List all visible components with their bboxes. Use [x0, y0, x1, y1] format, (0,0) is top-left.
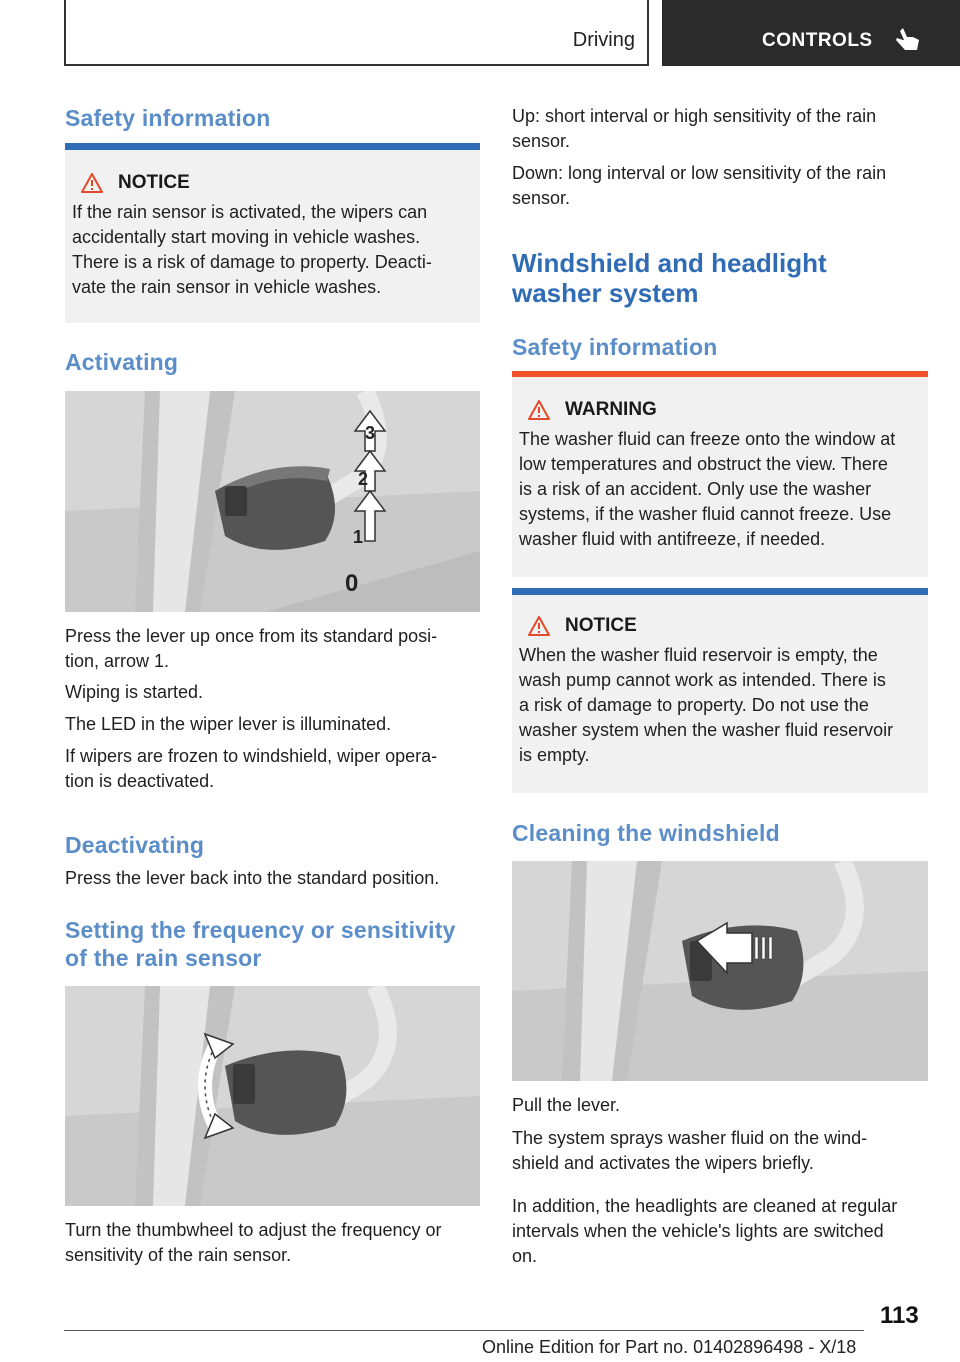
- chapter-tab-label: CONTROLS: [762, 30, 873, 51]
- down-text: [512, 161, 928, 211]
- pull-text: Pull the lever.: [512, 1095, 621, 1115]
- wiper-lever-figure-pull: [512, 861, 928, 1081]
- notice-bar: [65, 143, 480, 150]
- notice-line: There is a risk of damage to property. Deacti‐: [72, 252, 432, 272]
- deactivating-text: Press the lever back into the standard position.: [65, 868, 440, 888]
- notice-box-1: [65, 143, 480, 323]
- text-line: tion is deactivated.: [65, 771, 215, 791]
- notice-title: NOTICE: [565, 615, 637, 636]
- text-line: Press the lever up once from its standard posi‐: [65, 626, 438, 646]
- notice-title: NOTICE: [118, 172, 190, 193]
- safety-heading-right: Safety information: [512, 334, 718, 360]
- wiper-lever-figure-thumbwheel: [65, 986, 480, 1206]
- notice-line: a risk of damage to property. Do not use the: [519, 695, 869, 715]
- deactivating-heading: Deactivating: [65, 832, 205, 858]
- section-title: Driving: [572, 29, 635, 51]
- heading-line: washer system: [512, 278, 699, 308]
- warning-line: systems, if the washer fluid cannot freeze. Use: [519, 504, 892, 524]
- page-number: 113: [880, 1302, 919, 1329]
- warning-line: The washer fluid can freeze onto the window at: [519, 429, 896, 449]
- led-text: The LED in the wiper lever is illuminated.: [65, 714, 392, 734]
- notice-bar: [512, 588, 928, 595]
- up-text: [512, 104, 928, 154]
- warning-triangle-icon: [527, 399, 551, 421]
- arrow-label-2: 2: [358, 469, 369, 489]
- header-frame: [64, 0, 649, 66]
- heading-line: Setting the frequency or sensitivity: [65, 917, 456, 943]
- notice-line: If the rain sensor is activated, the wipers can: [72, 202, 428, 222]
- arrow-label-0: 0: [345, 570, 359, 597]
- text-line: on.: [512, 1246, 538, 1266]
- frozen-text: [65, 744, 480, 794]
- arrow-label-1: 1: [353, 527, 364, 547]
- notice-line: is empty.: [519, 745, 590, 765]
- text-line: The system sprays washer fluid on the wind‐: [512, 1128, 868, 1148]
- notice-line: When the washer fluid reservoir is empty, the: [519, 645, 878, 665]
- washer-system-heading: [512, 248, 928, 308]
- heading-line: Windshield and headlight: [512, 248, 827, 278]
- warning-triangle-icon: [80, 172, 104, 194]
- text-line: tion, arrow 1.: [65, 651, 170, 671]
- notice-line: vate the rain sensor in vehicle washes.: [72, 277, 382, 297]
- notice-line: wash pump cannot work as intended. There is: [519, 670, 886, 690]
- text-line: shield and activates the wipers briefly.: [512, 1153, 814, 1173]
- frequency-heading: [65, 916, 480, 972]
- text-line: Down: long interval or low sensitivity of the rain: [512, 163, 887, 183]
- hand-pointer-icon: [893, 25, 923, 55]
- text-line: Up: short interval or high sensitivity of the rain: [512, 106, 877, 126]
- text-line: intervals when the vehicle's lights are switched: [512, 1221, 884, 1241]
- warning-line: washer fluid with antifreeze, if needed.: [519, 529, 826, 549]
- thumbwheel-text: [65, 1218, 480, 1268]
- edition-text: Online Edition for Part no. 01402896498 - X/18: [482, 1337, 857, 1357]
- text-line: Turn the thumbwheel to adjust the frequency or: [65, 1220, 442, 1240]
- arrow-label-3: 3: [365, 423, 376, 443]
- wiper-lever-figure-activate: [65, 391, 480, 612]
- text-line: If wipers are frozen to windshield, wiper opera‐: [65, 746, 438, 766]
- activating-heading: Activating: [65, 349, 179, 375]
- sprays-text: [512, 1126, 928, 1176]
- heading-line: of the rain sensor: [65, 945, 262, 971]
- footer-divider: [64, 1330, 864, 1331]
- warning-line: is a risk of an accident. Only use the washer: [519, 479, 872, 499]
- text-line: sensor.: [512, 131, 571, 151]
- warning-line: low temperatures and obstruct the view. There: [519, 454, 888, 474]
- text-line: sensor.: [512, 188, 571, 208]
- text-line: sensitivity of the rain sensor.: [65, 1245, 292, 1265]
- cleaning-heading: Cleaning the windshield: [512, 820, 780, 846]
- safety-heading-left: Safety information: [65, 105, 271, 131]
- notice-box-2: [512, 588, 928, 793]
- warning-triangle-icon: [527, 615, 551, 637]
- activating-text: [65, 624, 480, 674]
- warning-box: [512, 371, 928, 577]
- headlights-text: [512, 1194, 928, 1269]
- warning-title: WARNING: [565, 399, 657, 420]
- text-line: In addition, the headlights are cleaned at regular: [512, 1196, 898, 1216]
- notice-line: accidentally start moving in vehicle washes.: [72, 227, 421, 247]
- notice-line: washer system when the washer fluid reservoir: [519, 720, 894, 740]
- wiping-started-text: Wiping is started.: [65, 682, 204, 702]
